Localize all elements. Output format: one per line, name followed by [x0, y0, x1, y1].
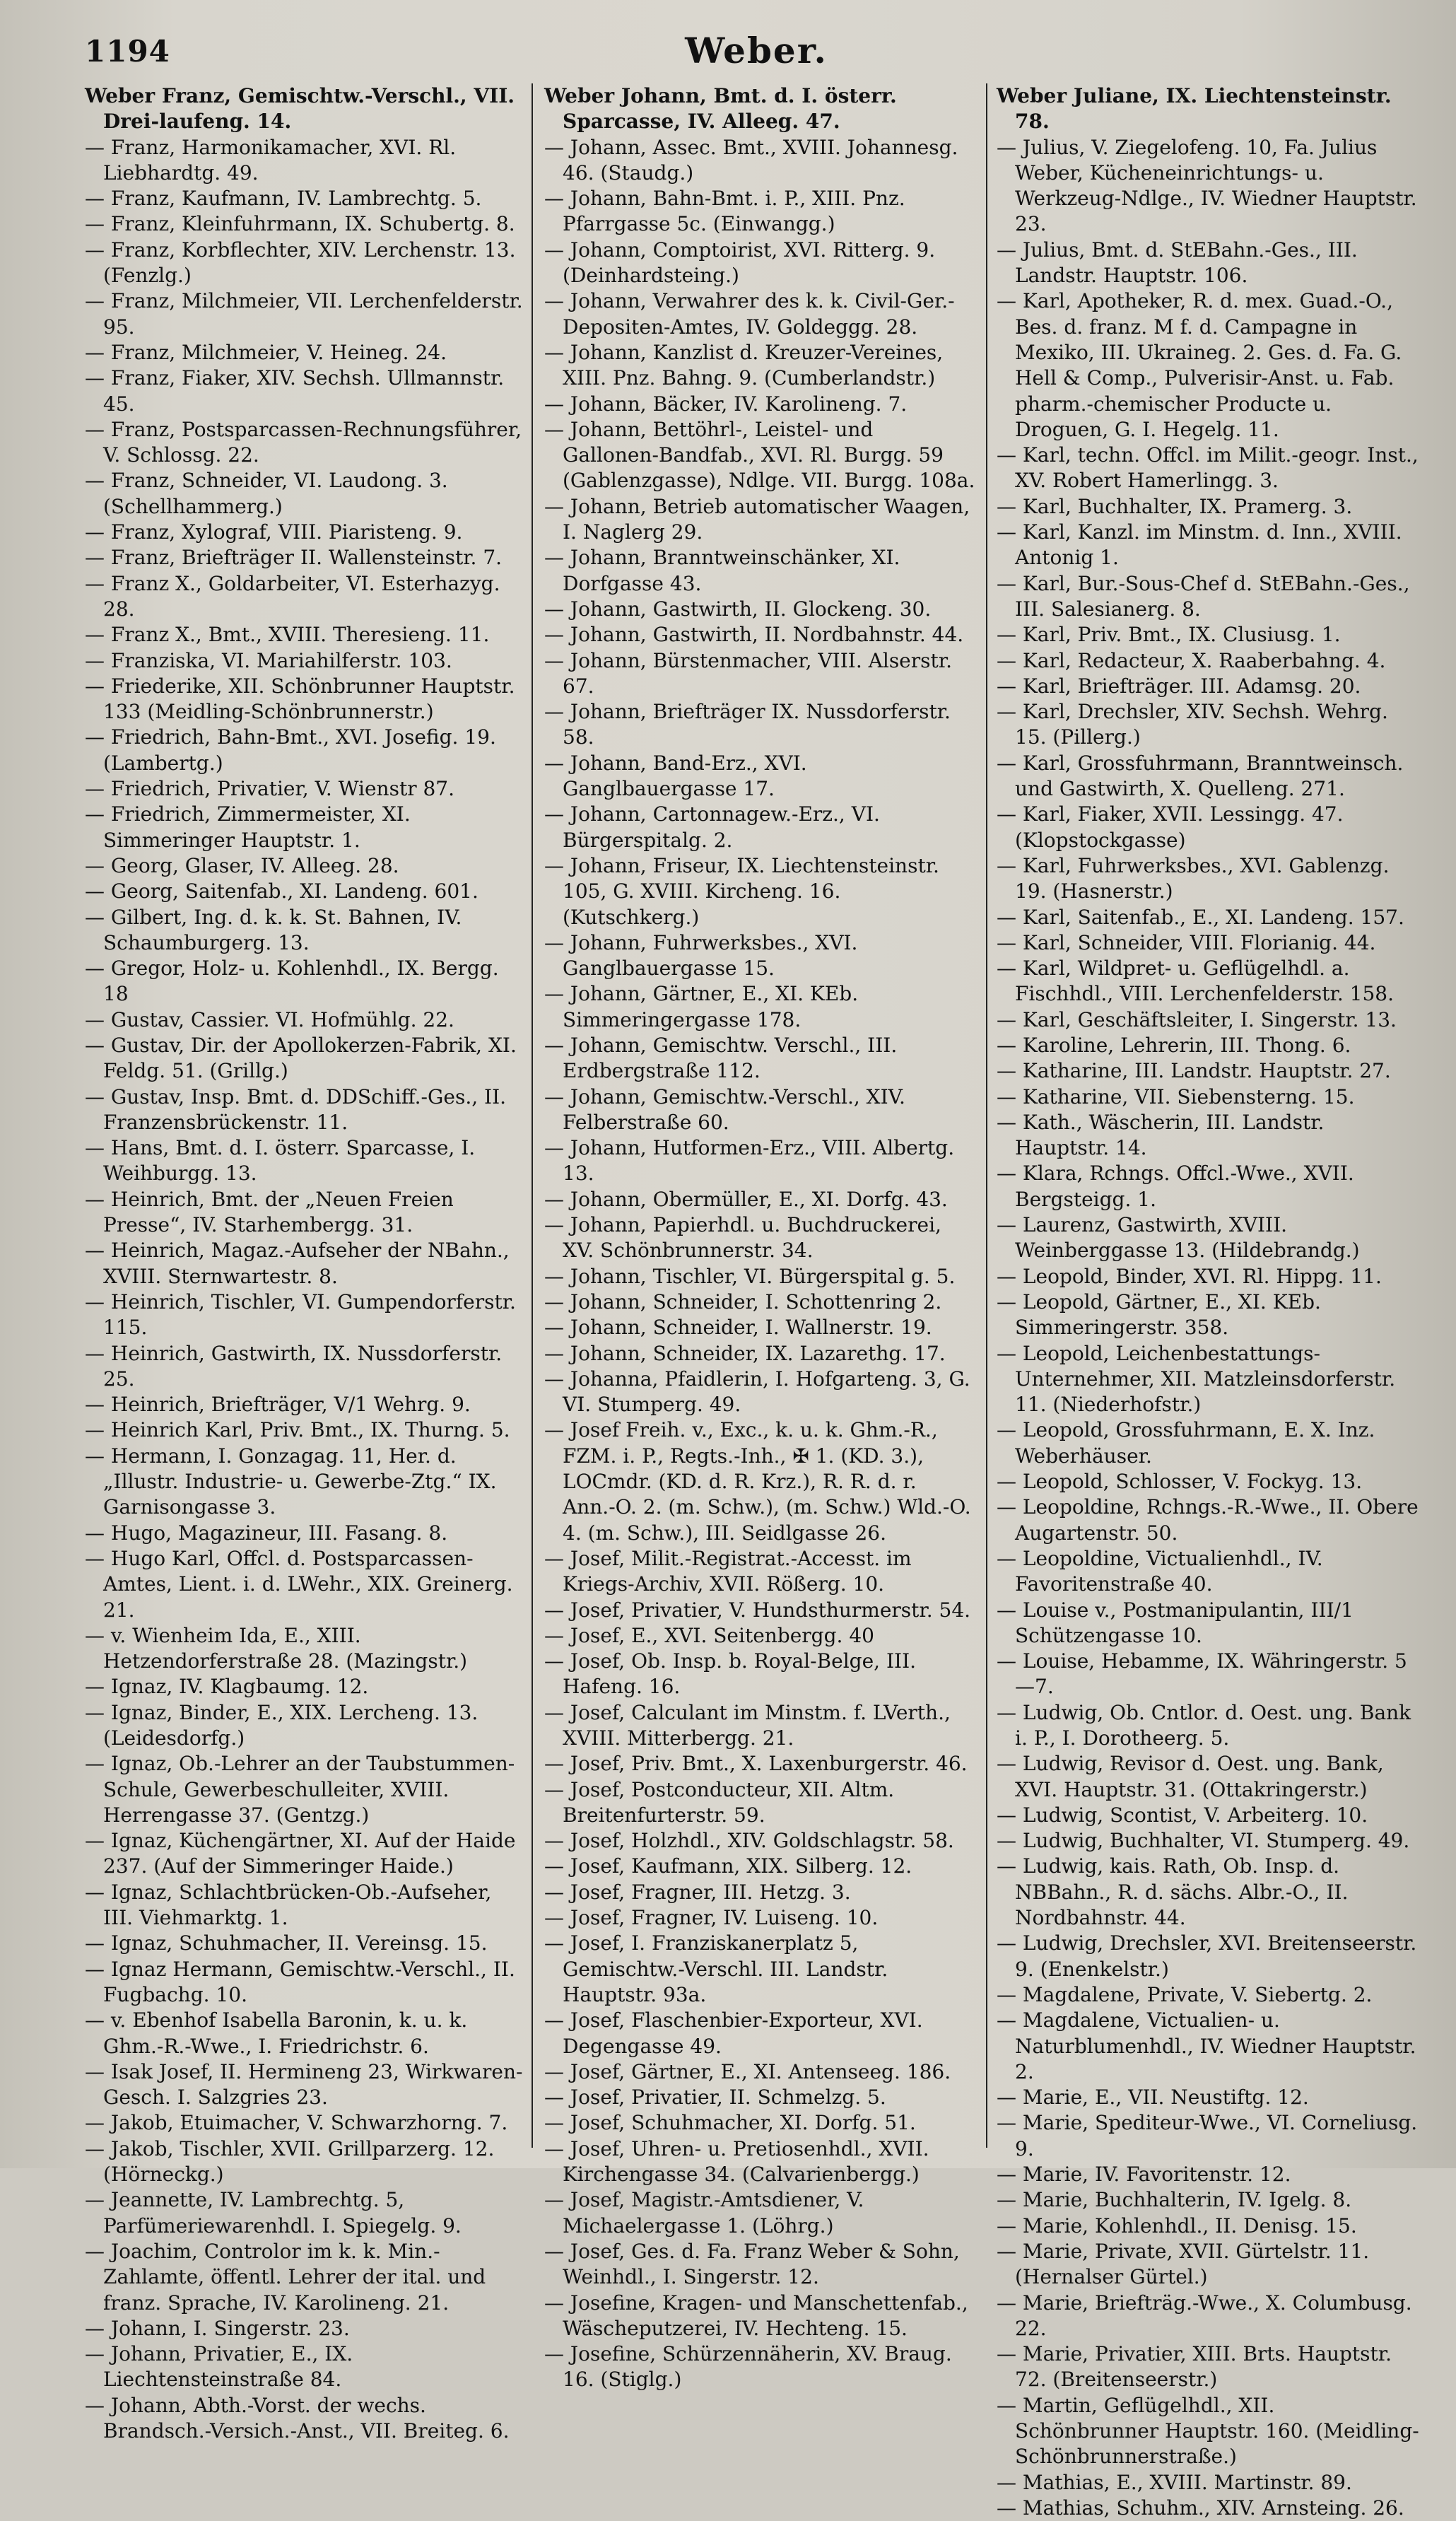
directory-entry: — Katharine, VII. Siebensterng. 15. [997, 1084, 1355, 1109]
directory-entry: — v. Wienheim Ida, E., XIII. Hetzendorferstraße 28. (Mazingstr.) [85, 1623, 468, 1673]
directory-entry: — Marie, IV. Favoritenstr. 12. [997, 2163, 1291, 2187]
column-divider [532, 83, 533, 2148]
directory-entry: — Martin, Geflügelhdl., XII. Schönbrunner Hauptstr. 160. (Meidling-Schönbrunnerstraße.) [997, 2393, 1419, 2469]
column-divider [986, 83, 987, 2148]
directory-entry: — Johann, Gemischtw. Verschl., III. Erdbergstraße 112. [544, 1033, 898, 1083]
directory-entry: — Jeannette, IV. Lambrechtg. 5, Parfümeriewarenhdl. I. Spiegelg. 9. [85, 2188, 462, 2238]
directory-entry: — Magdalene, Private, V. Siebertg. 2. [997, 1982, 1373, 2006]
directory-entry: — Ludwig, Buchhalter, VI. Stumperg. 49. [997, 1829, 1410, 1853]
directory-entry: — Josef, Postconducteur, XII. Altm. Breitenfurterstr. 59. [544, 1777, 895, 1827]
directory-entry: — Jakob, Tischler, XVII. Grillparzerg. 12. (Hörneckg.) [85, 2136, 495, 2187]
directory-entry: — Hermann, I. Gonzagag. 11, Her. d. „Illustr. Industrie- u. Gewerbe-Ztg.“ IX. Garnisongasse 3. [85, 1444, 497, 1519]
directory-entry: — Heinrich, Bmt. der „Neuen Freien Presse“, IV. Starhembergg. 31. [85, 1187, 454, 1237]
directory-entry: — Johann, Assec. Bmt., XVIII. Johannesg. 46. (Staudg.) [544, 135, 958, 185]
directory-entry: — Franz X., Goldarbeiter, VI. Esterhazyg. 28. [85, 571, 500, 621]
directory-entry: — Josef, Ob. Insp. b. Royal-Belge, III. Hafeng. 16. [544, 1649, 917, 1699]
directory-entry: — v. Ebenhof Isabella Baronin, k. u. k. Ghm.-R.-Wwe., I. Friedrichstr. 6. [85, 2008, 468, 2058]
directory-entry: — Franziska, VI. Mariahilferstr. 103. [85, 648, 452, 672]
directory-entry: — Leopold, Binder, XVI. Rl. Hippg. 11. [997, 1264, 1382, 1288]
directory-entry: — Louise, Hebamme, IX. Währingerstr. 5—7. [997, 1649, 1407, 1699]
directory-entry: — Isak Josef, II. Hermineng 23, Wirkwaren-Gesch. I. Salzgries 23. [85, 2059, 523, 2110]
directory-entry: — Josef, Gärtner, E., XI. Antenseeg. 186. [544, 2059, 951, 2083]
directory-entry: — Ludwig, kais. Rath, Ob. Insp. d. NBBahn., R. d. sächs. Albr.-O., II. Nordbahnstr. 44. [997, 1854, 1349, 1930]
directory-entry: — Ludwig, Revisor d. Oest. ung. Bank, XVI. Hauptstr. 31. (Ottakringerstr.) [997, 1752, 1384, 1801]
directory-entry: — Ludwig, Ob. Cntlor. d. Oest. ung. Bank i. P., I. Dorotheerg. 5. [997, 1700, 1411, 1750]
directory-entry: — Josef, Uhren- u. Pretiosenhdl., XVII. Kirchengasse 34. (Calvarienbergg.) [544, 2136, 929, 2187]
directory-entry: — Franz, Harmonikamacher, XVI. Rl. Liebhardtg. 49. [85, 135, 457, 185]
directory-entry: — Georg, Saitenfab., XI. Landeng. 601. [85, 879, 479, 903]
directory-entry: — Karl, Drechsler, XIV. Sechsh. Wehrg. 15. (Pillerg.) [997, 700, 1388, 749]
directory-entry: — Friedrich, Privatier, V. Wienstr 87. [85, 777, 455, 801]
directory-entry: — Gregor, Holz- u. Kohlenhdl., IX. Bergg. 18 [85, 957, 499, 1006]
directory-entry: — Josefine, Kragen- und Manschettenfab., Wäscheputzerei, IV. Hechteng. 15. [544, 2291, 968, 2340]
directory-entry: — Ignaz, Binder, E., XIX. Lercheng. 13. (Leidesdorfg.) [85, 1700, 479, 1750]
directory-entry: — Franz, Kleinfuhrmann, IX. Schubertg. 8. [85, 212, 515, 236]
directory-entry: — Ludwig, Scontist, V. Arbeiterg. 10. [997, 1803, 1368, 1827]
directory-entry: — Mathias, Schuhm., XIV. Arnsteing. 26. [997, 2496, 1404, 2520]
directory-entry: — Johann, Briefträger IX. Nussdorferstr. 58. [544, 700, 951, 749]
directory-entry: — Karl, techn. Offcl. im Milit.-geogr. Inst., XV. Robert Hamerlingg. 3. [997, 443, 1419, 493]
page-header [85, 27, 1428, 76]
directory-entry: — Johann, Kanzlist d. Kreuzer-Vereines, XIII. Pnz. Bahng. 9. (Cumberlandstr.) [544, 340, 944, 390]
directory-entry: — Hans, Bmt. d. I. österr. Sparcasse, I. Weihburgg. 13. [85, 1136, 476, 1186]
directory-entry: — Franz, Schneider, VI. Laudong. 3. (Schellhammerg.) [85, 469, 448, 518]
directory-entry: — Karl, Grossfuhrmann, Branntweinsch. und Gastwirth, X. Quelleng. 271. [997, 751, 1404, 801]
directory-entry: — Klara, Rchngs. Offcl.-Wwe., XVII. Bergsteigg. 1. [997, 1162, 1354, 1211]
directory-entry: — Ignaz, Schuhmacher, II. Vereinsg. 15. [85, 1931, 488, 1955]
directory-entry: — Johann, Comptoirist, XVI. Ritterg. 9. (Deinhardsteing.) [544, 238, 936, 288]
directory-entry: — Johann, I. Singerstr. 23. [85, 2316, 350, 2340]
directory-entry: — Franz, Xylograf, VIII. Piaristeng. 9. [85, 520, 463, 544]
directory-entry: — Johann, Fuhrwerksbes., XVI. Ganglbauergasse 15. [544, 930, 858, 981]
directory-entry: — Marie, Kohlenhdl., II. Denisg. 15. [997, 2213, 1357, 2238]
directory-entry: — Leopold, Leichenbestattungs-Unternehmer, XII. Matzleinsdorferstr. 11. (Niederhofstr.) [997, 1341, 1396, 1417]
directory-entry: — Heinrich, Tischler, VI. Gumpendorferstr. 115. [85, 1289, 516, 1340]
directory-entry: — Marie, Spediteur-Wwe., VI. Corneliusg. 9. [997, 2111, 1418, 2160]
directory-entry: — Louise v., Postmanipulantin, III/1 Schützengasse 10. [997, 1598, 1354, 1647]
directory-entry: — Johann, Friseur, IX. Liechtensteinstr. 105, G. XVIII. Kircheng. 16. (Kutschkerg.) [544, 853, 939, 929]
directory-entry: — Johann, Gärtner, E., XI. KEb. Simmeringergasse 178. [544, 982, 859, 1031]
directory-entry: — Hugo Karl, Offcl. d. Postsparcassen-Amtes, Lient. i. d. LWehr., XIX. Greinerg. 21. [85, 1546, 513, 1622]
directory-entry: — Leopold, Grossfuhrmann, E. X. Inz. Weberhäuser. [997, 1418, 1375, 1468]
directory-entry: — Gustav, Insp. Bmt. d. DDSchiff.-Ges., II. Franzensbrückenstr. 11. [85, 1084, 507, 1134]
directory-entry: — Hugo, Magazineur, III. Fasang. 8. [85, 1521, 448, 1545]
directory-entry: — Josef, I. Franziskanerplatz 5, Gemischtw.-Verschl. III. Landstr. Hauptstr. 93a. [544, 1931, 888, 2006]
directory-entry: — Julius, Bmt. d. StEBahn.-Ges., III. Landstr. Hauptstr. 106. [997, 238, 1358, 288]
directory-entry: — Franz, Kaufmann, IV. Lambrechtg. 5. [85, 187, 482, 211]
directory-entry: — Gustav, Cassier. VI. Hofmühlg. 22. [85, 1007, 454, 1031]
directory-entry: — Josef, Calculant im Minstm. f. LVerth., XVIII. Mitterbergg. 21. [544, 1700, 951, 1750]
directory-entry: — Josef, Holzhdl., XIV. Goldschlagstr. 58. [544, 1829, 954, 1853]
directory-entry: — Franz, Briefträger II. Wallensteinstr. 7. [85, 546, 503, 570]
directory-entry: — Karl, Saitenfab., E., XI. Landeng. 157. [997, 905, 1404, 929]
directory-entry: — Josef, Milit.-Registrat.-Accesst. im Kriegs-Archiv, XVII. Rößerg. 10. [544, 1546, 912, 1596]
directory-entry: — Marie, Privatier, XIII. Brts. Hauptstr. 72. (Breitenseerstr.) [997, 2342, 1392, 2392]
directory-entry: — Katharine, III. Landstr. Hauptstr. 27. [997, 1059, 1391, 1083]
directory-entry: — Laurenz, Gastwirth, XVIII. Weinberggasse 13. (Hildebrandg.) [997, 1213, 1360, 1263]
directory-entry: — Josef, Magistr.-Amtsdiener, V. Michaelergasse 1. (Löhrg.) [544, 2188, 864, 2238]
directory-entry: — Johann, Verwahrer des k. k. Civil-Ger.-Depositen-Amtes, IV. Goldeggg. 28. [544, 289, 955, 339]
directory-entry: — Ignaz Hermann, Gemischtw.-Verschl., II. Fugbachg. 10. [85, 1957, 515, 2006]
directory-entry: — Friedrich, Zimmermeister, XI. Simmeringer Hauptstr. 1. [85, 802, 411, 852]
directory-entry: — Karl, Fiaker, XVII. Lessingg. 47. (Klopstockgasse) [997, 802, 1344, 852]
directory-entry: — Josefine, Schürzennäherin, XV. Braug. 16. (Stiglg.) [544, 2342, 952, 2392]
directory-entry: — Johann, Bürstenmacher, VIII. Alserstr. 67. [544, 648, 952, 698]
directory-entry: — Karl, Geschäftsleiter, I. Singerstr. 13. [997, 1007, 1397, 1031]
directory-entry: — Johanna, Pfaidlerin, I. Hofgarteng. 3, G. VI. Stumperg. 49. [544, 1367, 970, 1417]
directory-entry: — Johann, Schneider, I. Schottenring 2. [544, 1289, 942, 1314]
directory-entry: — Leopoldine, Rchngs.-R.-Wwe., II. Obere Augartenstr. 50. [997, 1495, 1419, 1545]
directory-entry: — Josef, Flaschenbier-Exporteur, XVI. Degengasse 49. [544, 2008, 923, 2058]
directory-entry: — Kath., Wäscherin, III. Landstr. Hauptstr. 14. [997, 1110, 1325, 1160]
directory-entry: — Johann, Hutformen-Erz., VIII. Albertg. 13. [544, 1136, 955, 1186]
directory-entry: — Karl, Kanzl. im Minstm. d. Inn., XVIII. Antonig 1. [997, 520, 1402, 570]
directory-entry: — Josef, Priv. Bmt., X. Laxenburgerstr. 46. [544, 1752, 968, 1776]
directory-entry: — Ignaz, IV. Klagbaumg. 12. [85, 1675, 369, 1699]
directory-entry: — Magdalene, Victualien- u. Naturblumenhdl., IV. Wiedner Hauptstr. 2. [997, 2008, 1416, 2083]
directory-entry: — Leopold, Gärtner, E., XI. KEb. Simmeringerstr. 358. [997, 1289, 1321, 1340]
directory-entry: — Josef, Schuhmacher, XI. Dorfg. 51. [544, 2111, 916, 2135]
directory-entry: — Josef, Ges. d. Fa. Franz Weber & Sohn, Weinhdl., I. Singerstr. 12. [544, 2239, 960, 2289]
directory-entry: — Friederike, XII. Schönbrunner Hauptstr. 133 (Meidling-Schönbrunnerstr.) [85, 674, 515, 724]
directory-entry: Weber Johann, Bmt. d. I. österr. Sparcasse, IV. Alleeg. 47. [544, 84, 897, 134]
directory-entry: — Franz, Postsparcassen-Rechnungsführer, V. Schlossg. 22. [85, 417, 522, 467]
directory-entry: — Karl, Bur.-Sous-Chef d. StEBahn.-Ges., III. Salesianerg. 8. [997, 571, 1410, 621]
directory-entry: — Leopoldine, Victualienhdl., IV. Favoritenstraße 40. [997, 1546, 1323, 1596]
directory-entry: — Johann, Privatier, E., IX. Liechtensteinstraße 84. [85, 2342, 353, 2392]
directory-entry: — Heinrich, Gastwirth, IX. Nussdorferstr. 25. [85, 1341, 503, 1391]
directory-entry: — Johann, Band-Erz., XVI. Ganglbauergasse 17. [544, 751, 807, 801]
directory-entry: — Johann, Papierhdl. u. Buchdruckerei, XV. Schönbrunnerstr. 34. [544, 1213, 941, 1263]
directory-entry: — Karl, Priv. Bmt., IX. Clusiusg. 1. [997, 623, 1341, 647]
directory-entry: — Marie, Briefträg.-Wwe., X. Columbusg. 22. [997, 2291, 1412, 2340]
directory-entry: — Johann, Branntweinschänker, XI. Dorfgasse 43. [544, 546, 900, 595]
directory-entry: — Johann, Cartonnagew.-Erz., VI. Bürgerspitalg. 2. [544, 802, 880, 852]
directory-entry: — Marie, E., VII. Neustiftg. 12. [997, 2086, 1309, 2110]
directory-entry: — Ignaz, Küchengärtner, XI. Auf der Haide 237. (Auf der Simmeringer Haide.) [85, 1829, 516, 1878]
directory-entry: — Leopold, Schlosser, V. Fockyg. 13. [997, 1470, 1363, 1494]
directory-entry: — Johann, Gastwirth, II. Nordbahnstr. 44. [544, 623, 964, 647]
directory-entry: — Josef, E., XVI. Seitenbergg. 40 [544, 1623, 874, 1647]
directory-entry: — Jakob, Etuimacher, V. Schwarzhorng. 7. [85, 2111, 508, 2135]
directory-entry: — Karl, Briefträger. III. Adamsg. 20. [997, 674, 1361, 698]
directory-entry: — Heinrich, Briefträger, V/1 Wehrg. 9. [85, 1393, 471, 1417]
directory-entry: — Josef, Kaufmann, XIX. Silberg. 12. [544, 1854, 912, 1878]
directory-entry: — Marie, Private, XVII. Gürtelstr. 11. (Hernalser Gürtel.) [997, 2239, 1370, 2289]
directory-entry: — Friedrich, Bahn-Bmt., XVI. Josefig. 19. (Lambertg.) [85, 725, 496, 775]
directory-entry: — Heinrich, Magaz.-Aufseher der NBahn., XVIII. Sternwartestr. 8. [85, 1239, 510, 1288]
directory-entry: — Franz, Milchmeier, VII. Lerchenfelderstr. 95. [85, 289, 523, 339]
directory-entry: — Josef, Privatier, V. Hundsthurmerstr. 54. [544, 1598, 971, 1622]
directory-entry: — Johann, Abth.-Vorst. der wechs. Brandsch.-Versich.-Anst., VII. Breiteg. 6. [85, 2393, 510, 2443]
directory-entry: — Ignaz, Ob.-Lehrer an der Taubstummen-Schule, Gewerbeschulleiter, XVIII. Herrengasse 37. (Gentzg.) [85, 1752, 515, 1827]
directory-entry: Weber Franz, Gemischtw.-Verschl., VII. Drei-laufeng. 14. [85, 84, 515, 134]
directory-entry: — Franz, Korbflechter, XIV. Lerchenstr. 13. (Fenzlg.) [85, 238, 516, 288]
directory-entry: — Johann, Tischler, VI. Bürgerspital g. 5. [544, 1264, 956, 1288]
directory-entry: — Karl, Apotheker, R. d. mex. Guad.-O., Bes. d. franz. M f. d. Campagne in Mexiko, III. Ukraineg. 2. Ges. d. Fa. G. Hell & Comp., Pulverisir-Anst. u. Fab. pharm.-chemischer Producte u. Droguen, G. I. Hegelg. 11. [997, 289, 1402, 441]
directory-entry: — Marie, Buchhalterin, IV. Igelg. 8. [997, 2188, 1352, 2212]
directory-entry: — Josef, Fragner, IV. Luiseng. 10. [544, 1906, 879, 1930]
column-2 [544, 83, 975, 2392]
directory-entry: — Josef, Fragner, III. Hetzg. 3. [544, 1880, 851, 1904]
directory-entry: — Karoline, Lehrerin, III. Thong. 6. [997, 1033, 1351, 1057]
directory-entry: — Josef Freih. v., Exc., k. u. k. Ghm.-R., FZM. i. P., Regts.-Inh., ✠ 1. (KD. 3.), LOCmdr. (KD. d. R. Krz.), R. R. d. r. Ann.-O. 2. (m. Schw.), (m. Schw.) Wld.-O. 4. (m. Schw.), III. Seidlgasse 26. [544, 1418, 971, 1545]
column-1 [85, 83, 523, 2443]
directory-entry: — Ignaz, Schlachtbrücken-Ob.-Aufseher, III. Viehmarktg. 1. [85, 1880, 492, 1930]
directory-entry: — Franz, Fiaker, XIV. Sechsh. Ullmannstr. 45. [85, 366, 505, 416]
directory-entry: — Johann, Schneider, IX. Lazarethg. 17. [544, 1341, 946, 1365]
directory-entry: — Joachim, Controlor im k. k. Min.-Zahlamte, öffentl. Lehrer der ital. und franz. Sprache, IV. Karolineng. 21. [85, 2239, 486, 2315]
directory-entry: Weber Juliane, IX. Liechtensteinstr. 78. [997, 84, 1392, 134]
directory-entry: — Heinrich Karl, Priv. Bmt., IX. Thurng. 5. [85, 1418, 510, 1442]
directory-entry: — Johann, Gastwirth, II. Glockeng. 30. [544, 597, 932, 621]
directory-entry: — Karl, Fuhrwerksbes., XVI. Gablenzg. 19. (Hasnerstr.) [997, 853, 1390, 903]
directory-entry: — Ludwig, Drechsler, XVI. Breitenseerstr. 9. (Enenkelstr.) [997, 1931, 1417, 1981]
page-title: Weber. [685, 30, 828, 71]
directory-entry: — Johann, Betrieb automatischer Waagen, I. Naglerg 29. [544, 494, 970, 544]
directory-entry: — Karl, Schneider, VIII. Florianig. 44. [997, 930, 1376, 954]
directory-entry: — Franz X., Bmt., XVIII. Theresieng. 11. [85, 623, 490, 647]
directory-entry: — Johann, Gemischtw.-Verschl., XIV. Felberstraße 60. [544, 1084, 905, 1134]
directory-entry: — Karl, Redacteur, X. Raaberbahng. 4. [997, 648, 1386, 672]
page-number: 1194 [85, 34, 170, 69]
directory-entry: — Georg, Glaser, IV. Alleeg. 28. [85, 853, 399, 877]
directory-entry: — Franz, Milchmeier, V. Heineg. 24. [85, 340, 447, 364]
directory-entry: — Johann, Bettöhrl-, Leistel- und Gallonen-Bandfab., XVI. Rl. Burgg. 59 (Gablenzgasse), Ndlge. VII. Burgg. 108a. [544, 417, 975, 493]
directory-entry: — Mathias, E., XVIII. Martinstr. 89. [997, 2470, 1352, 2494]
directory-entry: — Johann, Bahn-Bmt. i. P., XIII. Pnz. Pfarrgasse 5c. (Einwangg.) [544, 187, 905, 236]
column-3 [997, 83, 1424, 2520]
directory-entry: — Gilbert, Ing. d. k. k. St. Bahnen, IV. Schaumburgerg. 13. [85, 905, 462, 954]
directory-entry: — Josef, Privatier, II. Schmelzg. 5. [544, 2086, 886, 2110]
directory-entry: — Johann, Schneider, I. Wallnerstr. 19. [544, 1316, 932, 1340]
directory-entry: — Karl, Buchhalter, IX. Pramerg. 3. [997, 494, 1353, 518]
directory-entry: — Johann, Obermüller, E., XI. Dorfg. 43. [544, 1187, 948, 1211]
directory-entry: — Johann, Bäcker, IV. Karolineng. 7. [544, 392, 908, 416]
directory-entry: — Karl, Wildpret- u. Geflügelhdl. a. Fischhdl., VIII. Lerchenfelderstr. 158. [997, 957, 1394, 1006]
directory-entry: — Julius, V. Ziegelofeng. 10, Fa. Julius Weber, Kücheneinrichtungs- u. Werkzeug-Ndlge., IV. Wiedner Hauptstr. 23. [997, 135, 1417, 236]
directory-entry: — Gustav, Dir. der Apollokerzen-Fabrik, XI. Feldg. 51. (Grillg.) [85, 1033, 517, 1083]
